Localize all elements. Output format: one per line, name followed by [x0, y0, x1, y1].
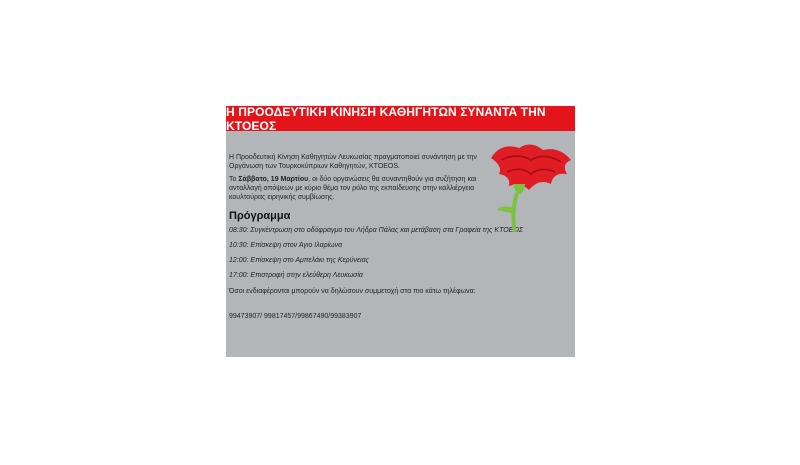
program-item: 12:00: Επίσκεψη στο Αμπελάκι της Κερύνειας [229, 257, 369, 264]
date-paragraph [229, 175, 479, 202]
phone-numbers: 99473907/ 99817457/99867490/99383907 [229, 313, 362, 320]
flyer-card [226, 105, 575, 357]
intro-text: Η Προοδευτική Κίνηση Καθηγητών Λευκωσίας πραγματοποιεί συνάντηση με την Οργάνωση των Τουρκοκύπριων Καθηγητών, ΚΤΟΕΟS. [229, 154, 477, 170]
program-heading: Πρόγραμμα [229, 210, 291, 222]
program-item: 08:30: Συγκέντρωση στο οδόφραγμο του Λήδρα Πάλας και μετάβαση στα Γραφεία της ΚΤΟΕΟΣ [229, 227, 523, 234]
program-item: 17:00: Επιστροφή στην ελεύθερη Λευκωσία [229, 272, 363, 279]
flyer-title: Η ΠΡΟΟΔΕΥΤΙΚΗ ΚΙΝΗΣΗ ΚΑΘΗΓΗΤΩΝ ΣΥΝΑΝΤΑ ΤΗΝ ΚΤΟΕΟΣ [226, 105, 575, 131]
date-prefix: Το [229, 176, 237, 183]
date-bold: Σάββατο, 19 Μαρτίου [238, 176, 309, 183]
red-carnation-icon [481, 138, 576, 233]
date-rest: , οι δύο οργανώσεις θα συναντηθούν για συζήτηση και ανταλλαγή απόψεων με κύριο θέμα τον ρόλο της εκπαίδευσης στην καλλιέργεια κουλτούρας ειρηνικής συμβίωσης. [229, 176, 477, 201]
contact-note: Όσοι ενδιαφέρονται μπορούν να δηλώσουν συμμετοχή στα πιο κάτω τηλέφωνα: [229, 288, 476, 295]
program-item: 10:30: Επίσκεψη στον Άγιο Ιλαρίωνα [229, 242, 343, 249]
